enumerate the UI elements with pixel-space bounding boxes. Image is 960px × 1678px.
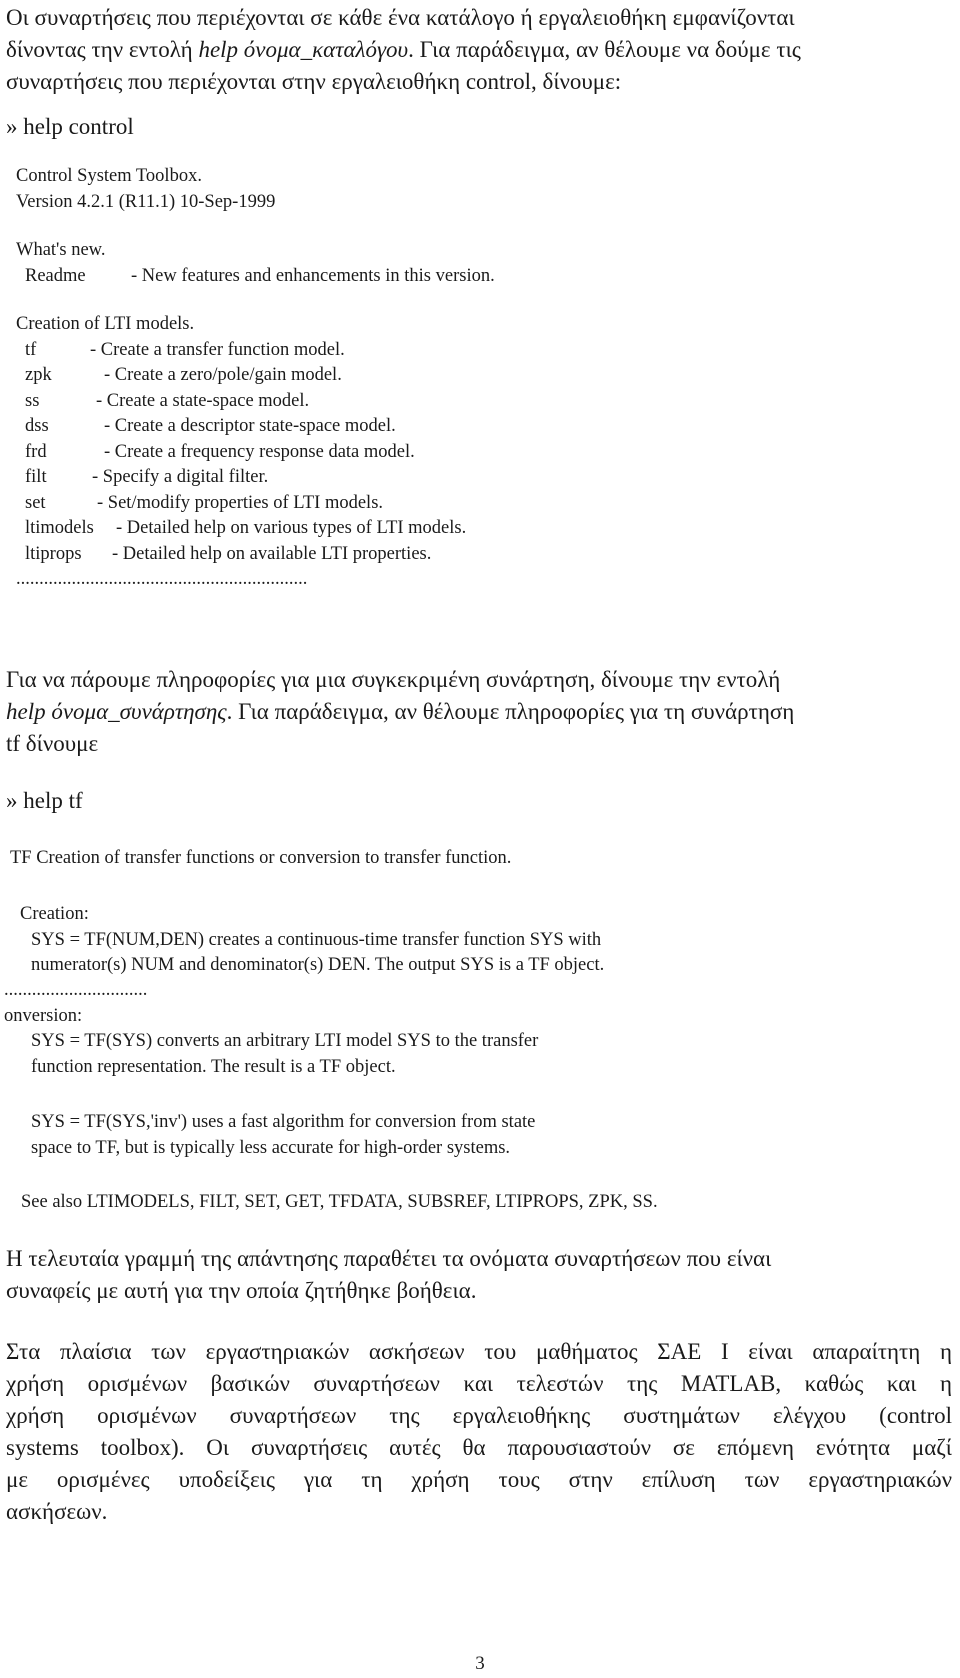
- function-name: zpk: [25, 365, 52, 385]
- para3-line-2: συναφείς με αυτή για την οποία ζητήθηκε βοήθεια.: [6, 1278, 477, 1303]
- function-row-dss: [16, 414, 960, 440]
- tf-conversion-inv: [31, 1110, 960, 1161]
- function-row-ss: [16, 389, 960, 415]
- command-help-tf: » help tf: [6, 788, 83, 813]
- tf-ellipsis: ...............................: [4, 980, 148, 1000]
- function-desc: - Create a frequency response data model.: [104, 441, 415, 462]
- paragraph-help-function: [6, 664, 956, 760]
- intro-line-2-rest: . Για παράδειγμα, αν θέλουμε να δούμε τις: [408, 37, 801, 62]
- tf-summary: TF Creation of transfer functions or conversion to transfer function.: [10, 848, 512, 868]
- command-help-control: » help control: [6, 114, 134, 139]
- para2-line-3: tf δίνουμε: [6, 731, 99, 756]
- intro-paragraph: [6, 2, 956, 98]
- para2-line-2-rest: . Για παράδειγμα, αν θέλουμε πληροφορίες για τη συνάρτηση: [226, 699, 795, 724]
- tf-conv1-line-1: SYS = TF(SYS) converts an arbitrary LTI model SYS to the transfer: [31, 1031, 539, 1051]
- readme-name: Readme: [25, 265, 86, 286]
- function-row-ltimodels: [16, 516, 960, 542]
- output-ellipsis: ...............................................................: [16, 569, 308, 589]
- para4-line-5: με ορισμένες υποδείξεις για τη χρήση τους στην επίλυση των εργαστηριακών: [6, 1467, 952, 1492]
- intro-command-italic: help όνομα_καταλόγου: [198, 37, 409, 62]
- tf-creation-heading: Creation:: [20, 904, 89, 924]
- tf-see-also: See also LTIMODELS, FILT, SET, GET, TFDATA, SUBSREF, LTIPROPS, ZPK, SS.: [21, 1192, 658, 1212]
- function-desc: - Detailed help on available LTI properties.: [112, 543, 432, 564]
- page-number: 3: [475, 1653, 485, 1674]
- function-name: set: [25, 492, 46, 513]
- function-name: tf: [25, 339, 37, 360]
- tf-conv1-line-2: function representation. The result is a TF object.: [31, 1056, 396, 1077]
- creation-section: [16, 312, 960, 593]
- function-name: dss: [25, 416, 49, 436]
- whats-new-heading: What's new.: [16, 240, 106, 260]
- function-desc: - Create a transfer function model.: [90, 339, 345, 360]
- help-control-output: [16, 164, 960, 215]
- para3-line-1: Η τελευταία γραμμή της απάντησης παραθέτει τα ονόματα συναρτήσεων που είναι: [6, 1246, 772, 1271]
- tf-conversion-heading: onversion:: [4, 1005, 83, 1026]
- intro-line-2: [6, 34, 956, 66]
- para2-line-2: [6, 696, 956, 728]
- function-row-tf: [16, 338, 960, 364]
- tf-creation-line-2: numerator(s) NUM and denominator(s) DEN. The output SYS is a TF object.: [31, 955, 605, 975]
- function-row-filt: [16, 465, 960, 491]
- function-name: ss: [25, 390, 40, 411]
- whats-new-section: [16, 238, 960, 289]
- para4-line-3: χρήση ορισμένων συναρτήσεων της εργαλειοθήκης συστημάτων ελέγχου (control: [6, 1403, 952, 1428]
- tf-conversion-section: [4, 978, 960, 1080]
- tf-creation-line-1: SYS = TF(NUM,DEN) creates a continuous-time transfer function SYS with: [31, 929, 602, 950]
- function-name: ltimodels: [25, 518, 94, 538]
- para2-command-italic: help όνομα_συνάρτησης: [6, 699, 227, 724]
- function-name: frd: [25, 441, 47, 462]
- readme-row: [16, 264, 960, 290]
- function-name: filt: [25, 467, 47, 487]
- function-desc: - Detailed help on various types of LTI models.: [116, 518, 467, 538]
- paragraph-see-also-explanation: [6, 1243, 960, 1307]
- toolbox-version: Version 4.2.1 (R11.1) 10-Sep-1999: [16, 191, 276, 212]
- para4-line-6: ασκήσεων.: [6, 1499, 108, 1524]
- function-row-set: [16, 491, 960, 517]
- help-tf-output: [10, 846, 960, 872]
- function-desc: - Create a state-space model.: [96, 390, 310, 411]
- toolbox-title: Control System Toolbox.: [16, 166, 202, 186]
- para4-line-4: systems toolbox). Οι συναρτήσεις αυτές θα παρουσιαστούν σε επόμενη ενότητα μαζί: [6, 1435, 952, 1460]
- function-name: ltiprops: [25, 543, 82, 564]
- paragraph-lab-exercises: [6, 1336, 952, 1528]
- para4-line-2: χρήση ορισμένων βασικών συναρτήσεων και τελεστών της MATLAB, καθώς και η: [6, 1371, 952, 1396]
- intro-line-1: Οι συναρτήσεις που περιέχονται σε κάθε ένα κατάλογο ή εργαλειοθήκη εμφανίζονται: [6, 5, 795, 30]
- function-row-frd: [16, 440, 960, 466]
- para4-line-1: Στα πλαίσια των εργαστηριακών ασκήσεων του μαθήματος ΣΑΕ Ι είναι απαραίτητη η: [6, 1339, 952, 1364]
- function-desc: - Create a descriptor state-space model.: [104, 416, 396, 436]
- readme-desc: - New features and enhancements in this version.: [131, 265, 495, 286]
- function-desc: - Create a zero/pole/gain model.: [104, 365, 342, 385]
- tf-conv2-line-2: space to TF, but is typically less accurate for high-order systems.: [31, 1137, 511, 1158]
- tf-creation-section: [20, 902, 960, 979]
- function-desc: - Set/modify properties of LTI models.: [97, 492, 384, 513]
- function-desc: - Specify a digital filter.: [92, 467, 269, 487]
- tf-conv2-line-1: SYS = TF(SYS,'inv') uses a fast algorithm for conversion from state: [31, 1112, 536, 1132]
- intro-line-2-text: δίνοντας την εντολή: [6, 37, 199, 62]
- function-row-zpk: [16, 363, 960, 389]
- creation-heading: Creation of LTI models.: [16, 314, 195, 334]
- intro-line-3: συναρτήσεις που περιέχονται στην εργαλειοθήκη control, δίνουμε:: [6, 69, 622, 94]
- function-row-ltiprops: [16, 542, 960, 568]
- para2-line-1: Για να πάρουμε πληροφορίες για μια συγκεκριμένη συνάρτηση, δίνουμε την εντολή: [6, 667, 781, 692]
